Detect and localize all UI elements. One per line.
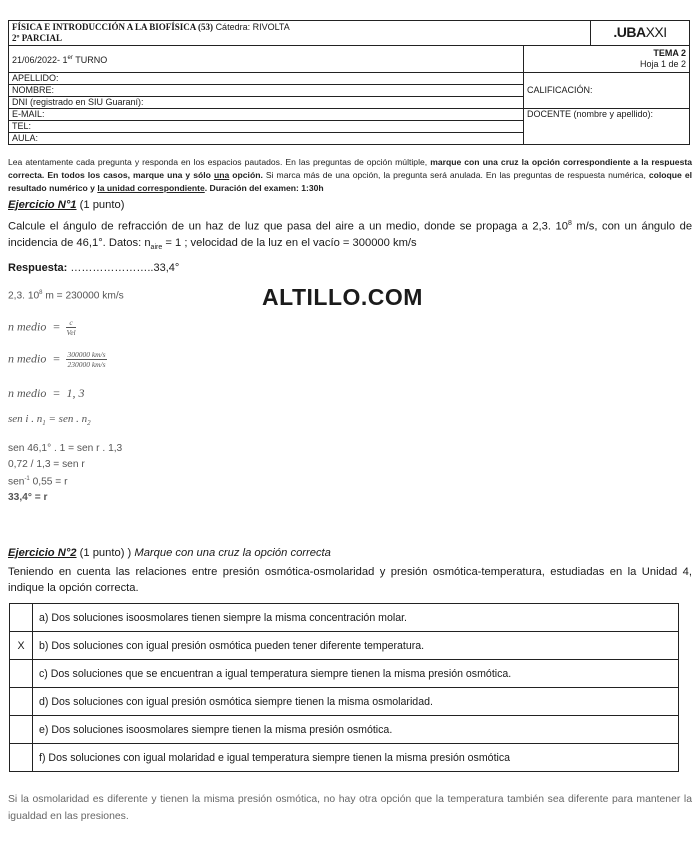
ex2-instruction: Marque con una cruz la opción correcta bbox=[134, 547, 331, 559]
instructions bbox=[8, 156, 692, 195]
snell-lhs: sen i . n bbox=[8, 413, 43, 425]
docente-label: DOCENTE (nombre y apellido): bbox=[527, 109, 654, 119]
option-text: e) Dos soluciones isoosmolares siempre tienen la misma presión osmótica. bbox=[33, 716, 679, 744]
calc-line-3b: 0,55 = r bbox=[32, 476, 68, 488]
instr-part8: . Duración del examen: 1:30h bbox=[204, 183, 324, 193]
tema-label: TEMA 2 bbox=[653, 48, 686, 58]
calc-line-3: sen$^{-1}$ 0,55 = r bbox=[8, 476, 68, 488]
ex2-explanation: Si la osmolaridad es diferente y tienen la misma presión osmótica, no hay otra opción que la temperatura también sea diferente para mantener la igualdad en las presiones. bbox=[8, 794, 692, 822]
option-row[interactable] bbox=[10, 744, 679, 772]
result-value: 1, 3 bbox=[66, 386, 85, 400]
calificacion-cell[interactable] bbox=[524, 73, 690, 109]
step-velocity-a: 2,3. 10 bbox=[8, 290, 40, 302]
ex1-points: (1 punto) bbox=[79, 199, 125, 211]
docente-cell[interactable] bbox=[524, 109, 690, 145]
step-substitution bbox=[8, 350, 107, 369]
subst-num: 300000 km/s bbox=[67, 350, 106, 359]
tema-cell bbox=[524, 46, 690, 73]
ex2-question: Teniendo en cuenta las relaciones entre presión osmótica-osmolaridad y presión osmótica-temperatura, estudiadas en la Unidad 4, indique la opción correcta. bbox=[8, 566, 692, 594]
ex1-answer-label: Respuesta: bbox=[8, 262, 68, 274]
logo-cell bbox=[591, 21, 690, 46]
calc-line-1: sen 46,1° . 1 = sen r . 1,3 bbox=[8, 443, 123, 454]
ex2-options bbox=[9, 603, 679, 772]
instr-part2: marque con una cruz la opción correspondiente a la respuesta correcta. En todos los casos, marque una y sólo bbox=[8, 157, 693, 180]
option-mark[interactable] bbox=[10, 660, 33, 688]
exam-label: 2º PARCIAL bbox=[12, 33, 63, 43]
step-velocity: 2,3. $10^8$ m = 230000 km/s bbox=[8, 290, 124, 302]
field-aula[interactable]: AULA: bbox=[9, 133, 524, 145]
calc-line-2: 0,72 / 1,3 = sen r bbox=[8, 458, 85, 470]
exam-header bbox=[8, 20, 690, 145]
formula-lhs: n medio bbox=[8, 319, 47, 334]
option-mark[interactable] bbox=[10, 716, 33, 744]
option-mark[interactable]: X bbox=[10, 632, 33, 660]
ex1-q-c: de incidencia de 46,1°. Datos: n bbox=[8, 220, 693, 249]
result-lhs: n medio bbox=[8, 386, 47, 400]
option-text: f) Dos soluciones con igual molaridad e igual temperatura siempre tienen la misma presión osmótica bbox=[33, 744, 679, 772]
option-text: a) Dos soluciones isoosmolares tienen siempre la misma concentración molar. bbox=[33, 604, 679, 632]
field-dni[interactable]: DNI (registrado en SIU Guaraní): bbox=[9, 97, 524, 109]
ex1-answer-value: …………………..33,4° bbox=[70, 262, 180, 274]
exam-date: 21/06/2022- 1er TURNO bbox=[12, 54, 108, 65]
step-formula bbox=[8, 318, 76, 337]
subst-lhs: n medio bbox=[8, 351, 47, 366]
chair-label: Cátedra: RIVOLTA bbox=[215, 22, 290, 32]
formula-den: Vel bbox=[66, 328, 76, 337]
ex1-q-d: = 1 ; velocidad de la luz en el vacío = 300000 km/s bbox=[165, 236, 417, 249]
option-row[interactable] bbox=[10, 632, 679, 660]
hoja-label: Hoja 1 de 2 bbox=[639, 59, 686, 69]
ex2-title: Ejercicio N°2 bbox=[8, 547, 77, 559]
result-eq: = bbox=[52, 386, 61, 400]
calc-line-4: 33,4° = r bbox=[8, 491, 48, 503]
step-velocity-b: m = 230000 km/s bbox=[45, 290, 124, 302]
step-result bbox=[8, 386, 84, 401]
ex1-answer bbox=[8, 262, 179, 274]
option-mark[interactable] bbox=[10, 604, 33, 632]
calificacion-label: CALIFICACIÓN: bbox=[527, 85, 593, 95]
step-snell: sen i . $n_1$ = sen . $n_2$ bbox=[8, 413, 91, 428]
step-calculation bbox=[8, 441, 122, 505]
instr-part6: coloque el resultado numérico y bbox=[8, 170, 693, 193]
course-cell bbox=[9, 21, 591, 46]
option-mark[interactable] bbox=[10, 688, 33, 716]
option-text: b) Dos soluciones con igual presión osmótica pueden tener diferente temperatura. bbox=[33, 632, 679, 660]
watermark: ALTILLO.COM bbox=[262, 284, 423, 310]
subst-den: 230000 km/s bbox=[67, 360, 106, 369]
option-row[interactable] bbox=[10, 604, 679, 632]
ex2-points: (1 punto) ) bbox=[79, 547, 132, 559]
field-apellido[interactable]: APELLIDO: bbox=[9, 73, 524, 85]
option-mark[interactable] bbox=[10, 744, 33, 772]
subst-eq: = bbox=[52, 351, 61, 366]
formula-eq: = bbox=[52, 319, 61, 334]
course-title: FÍSICA E INTRODUCCIÓN A LA BIOFÍSICA (53) bbox=[12, 22, 214, 32]
field-nombre[interactable]: NOMBRE: bbox=[9, 85, 524, 97]
ex2-title-line bbox=[8, 547, 331, 559]
instr-part7: la unidad correspondiente bbox=[97, 183, 205, 193]
formula-fraction bbox=[66, 318, 75, 337]
date-cell bbox=[9, 46, 524, 73]
snell-rhs: = sen . n bbox=[48, 413, 88, 425]
field-tel[interactable]: TEL: bbox=[9, 121, 524, 133]
instr-part1: Lea atentamente cada pregunta y responda en los espacios pautados. En las preguntas de opción múltiple, bbox=[8, 157, 428, 167]
instr-part3: una bbox=[213, 170, 230, 180]
instr-part5: Si marca más de una opción, la pregunta será anulada. En las preguntas de respuesta numérica, bbox=[262, 170, 646, 180]
ex1-title: Ejercicio N°1 bbox=[8, 199, 77, 211]
calc-line-3a: sen bbox=[8, 476, 25, 488]
ex1-q-b: m/s, con un ángulo bbox=[576, 220, 676, 233]
option-text: c) Dos soluciones que se encuentran a igual temperatura siempre tienen la misma presión osmótica. bbox=[33, 660, 679, 688]
option-row[interactable] bbox=[10, 688, 679, 716]
subst-fraction bbox=[66, 350, 106, 369]
instr-part4: opción. bbox=[232, 170, 263, 180]
field-email[interactable]: E-MAIL: bbox=[9, 109, 524, 121]
ex1-q-a: Calcule el ángulo de refracción de un haz de luz que pasa del aire a un medio, donde se propaga a 2,3. 10 bbox=[8, 220, 568, 233]
formula-num: c bbox=[66, 318, 75, 328]
option-row[interactable] bbox=[10, 716, 679, 744]
option-text: d) Dos soluciones con igual presión osmótica siempre tienen la misma osmolaridad. bbox=[33, 688, 679, 716]
ex1-title-line bbox=[8, 199, 124, 211]
ex1-question: Calcule el ángulo de refracción de un haz de luz que pasa del aire a un medio, donde se propaga a 2,3. $10^8$ m/s, con un ángulo de incidencia de 46,1°. Datos: $n_{aire} = 1$ ; velocidad de la luz en el vacío = 300000 km/s bbox=[8, 220, 693, 251]
option-row[interactable] bbox=[10, 660, 679, 688]
uba-logo: .UBAXXI bbox=[613, 23, 667, 40]
